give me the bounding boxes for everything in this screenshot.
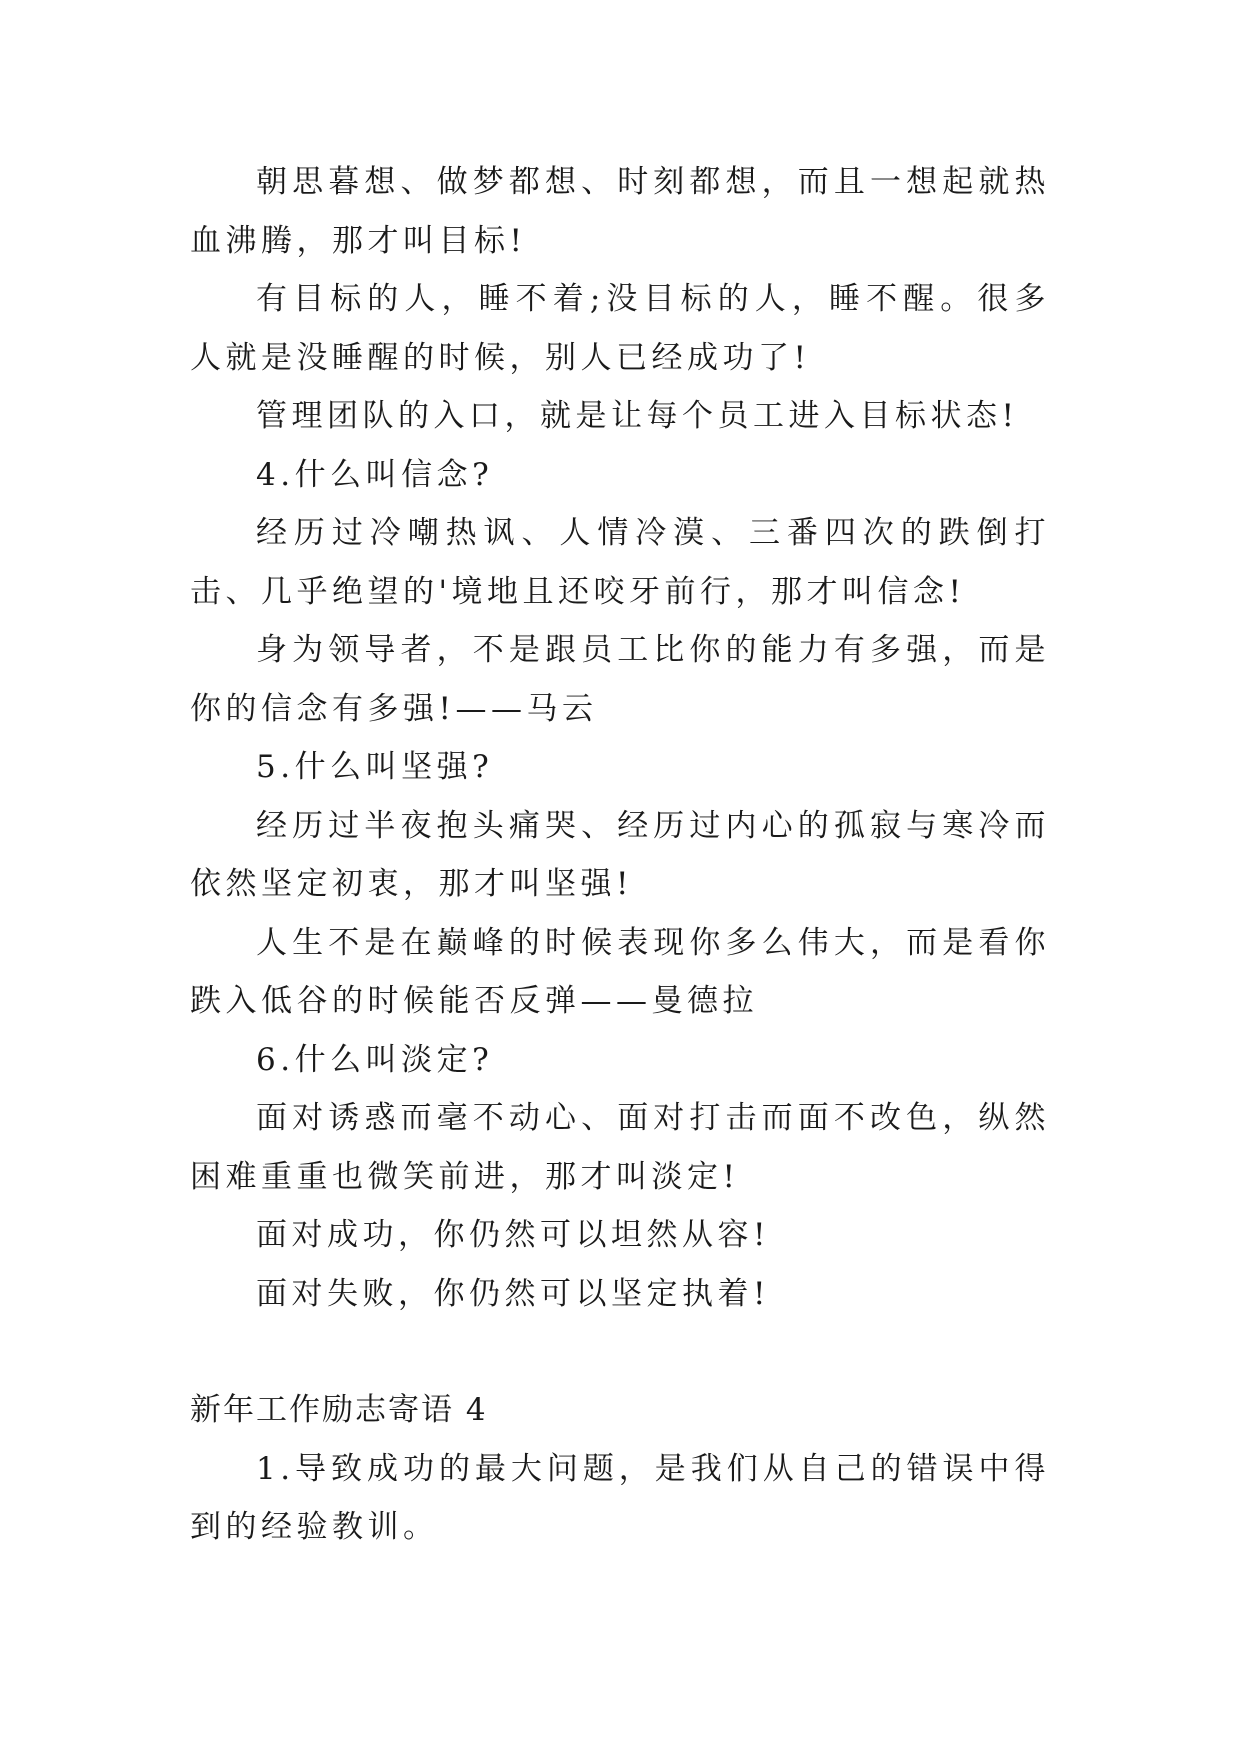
paragraph-belief-definition: 经历过冷嘲热讽、人情冷漠、三番四次的跌倒打击、几乎绝望的'境地且还咬牙前行，那才叫信念! — [190, 515, 1050, 610]
section-title: 新年工作励志寄语 4 — [190, 1392, 488, 1428]
paragraph-strength-quote: 人生不是在巅峰的时候表现你多么伟大，而是看你跌入低谷的时候能否反弹——曼德拉 — [190, 924, 1050, 1019]
paragraph-team-management: 管理团队的入口，就是让每个员工进入目标状态! — [256, 398, 1019, 434]
paragraph-calm-success: 面对成功，你仍然可以坦然从容! — [256, 1217, 770, 1253]
paragraph-goal-sleep: 有目标的人，睡不着;没目标的人，睡不醒。很多人就是没睡醒的时候，别人已经成功了! — [190, 281, 1050, 376]
item-heading-belief: 4.什么叫信念? — [256, 456, 494, 493]
paragraph-strength-definition: 经历过半夜抱头痛哭、经历过内心的孤寂与寒冷而依然坚定初衷，那才叫坚强! — [190, 807, 1050, 902]
paragraph-calm-definition: 面对诱惑而毫不动心、面对打击而面不改色，纵然困难重重也微笑前进，那才叫淡定! — [190, 1100, 1050, 1195]
item-heading-strength: 5.什么叫坚强? — [256, 749, 494, 785]
item-heading-calm: 6.什么叫淡定? — [256, 1041, 494, 1078]
paragraph-calm-failure: 面对失败，你仍然可以坚定执着! — [256, 1275, 770, 1312]
paragraph-section-item-1: 1.导致成功的最大问题，是我们从自己的错误中得到的经验教训。 — [190, 1450, 1050, 1545]
paragraph-belief-quote: 身为领导者，不是跟员工比你的能力有多强，而是你的信念有多强!——马云 — [190, 632, 1050, 727]
document-body — [190, 153, 1050, 1557]
paragraph-goal-definition: 朝思暮想、做梦都想、时刻都想，而且一想起就热血沸腾，那才叫目标! — [190, 164, 1050, 259]
